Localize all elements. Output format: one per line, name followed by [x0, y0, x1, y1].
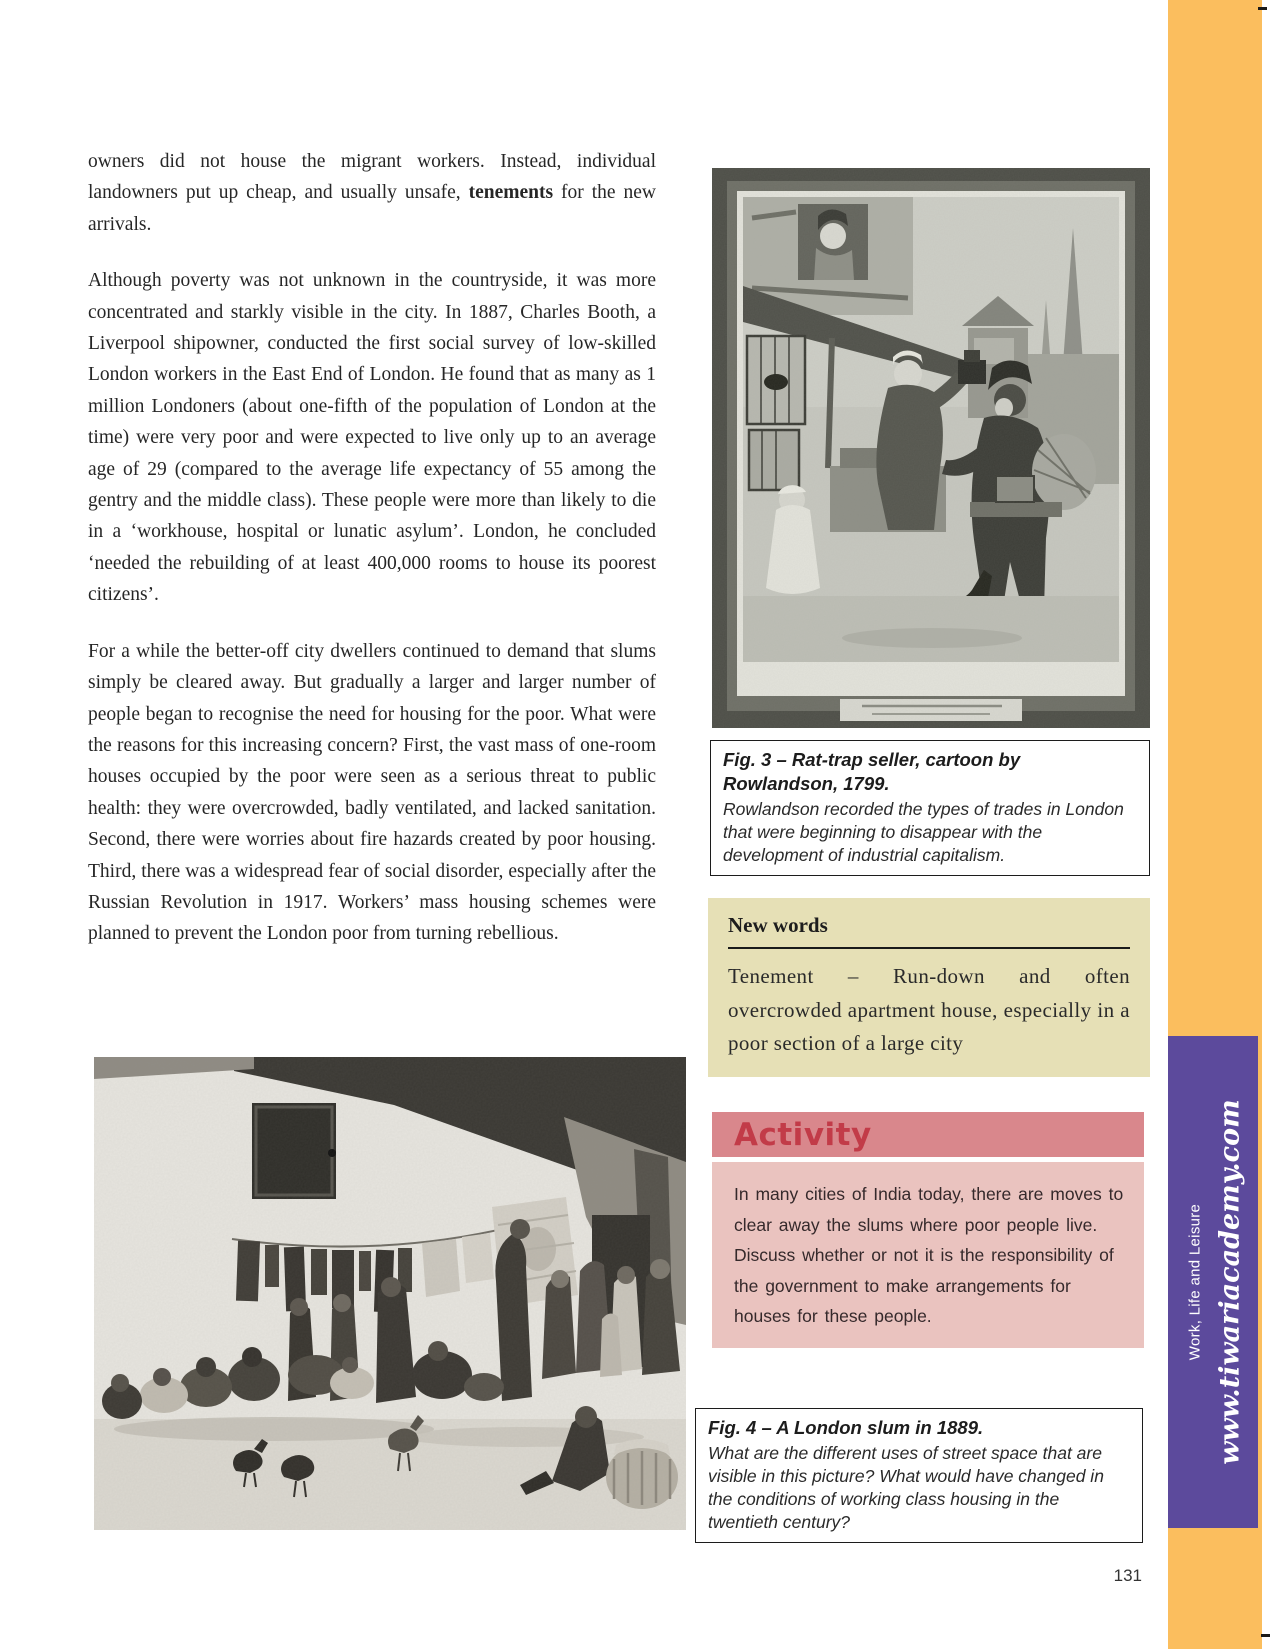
paragraph-charles-booth: Although poverty was not unknown in the countryside, it was more concentrated and starkly visible in the city. In 1887, Charles Booth, a Liverpool shipowner, conducted the first social survey of low-skilled London workers in the East End of London. He found that as many as 1 million Londoners (about one-fifth of the population of London at the time) were very poor and were expected to live only up to an average age of 29 (compared to the average life expectancy of 55 among the gentry and the middle class). These people were more than likely to die in a ‘workhouse, hospital or lunatic asylum’. London, he concluded ‘needed the rebuilding of at least 400,000 rooms to house its poorest citizens’.: [88, 270, 656, 606]
paragraph-housing-concern: For a while the better-off city dwellers continued to demand that slums simply be cleared away. But gradually a larger and larger number of people began to recognise the need for housing for the poor. What were the reasons for this increasing concern? First, the vast mass of one-room houses occupied by the poor were seen as a serious threat to public health: they were overcrowded, badly ventilated, and lacked sanitation. Second, there were worries about fire hazards created by poor housing. Third, there was a widespread fear of social disorder, especially after the Russian Revolution in 1917. Workers’ mass housing schemes were planned to prevent the London poor from turning rebellious.: [88, 640, 656, 945]
paragraph-text: owners did not house the migrant workers. Instead, individual landowners put up cheap, and usually unsafe,: [88, 151, 656, 204]
fig4-caption-body: What are the different uses of street space that are visible in this picture? What would have changed in the conditions of working class housing in the twentieth century?: [708, 1443, 1104, 1532]
activity-heading: Activity: [734, 1116, 872, 1153]
paragraph-text: for the new arrivals.: [88, 182, 656, 235]
fig3-image: [712, 168, 1150, 728]
fig4-caption-title: Fig. 4 – A London slum in 1889.: [708, 1417, 984, 1438]
activity-body: In many cities of India today, there are moves to clear away the slums where poor people live. Discuss whether or not it is the responsibility of the government to make arrangements for houses for these people.: [712, 1162, 1144, 1348]
fig4-caption: [695, 1408, 1143, 1543]
new-words-definition: Tenement – Run-down and often overcrowded apartment house, especially in a poor section of a large city: [728, 964, 1130, 1055]
fig4-image: [94, 1057, 686, 1530]
print-mark-top: [1258, 7, 1267, 10]
purple-edge-block: [1168, 1036, 1258, 1528]
page-number: 131: [1113, 1566, 1142, 1585]
bold-term-tenements: tenements: [468, 182, 554, 204]
activity-box: [712, 1112, 1144, 1348]
chapter-title-vertical: Work, Life and Leisure: [1186, 1203, 1204, 1361]
new-words-heading: New words: [728, 913, 1130, 949]
activity-header: [712, 1112, 1144, 1157]
body-column: [88, 146, 656, 975]
website-watermark: www.tiwariacademy.com: [1214, 1099, 1246, 1465]
new-words-box: [708, 898, 1150, 1077]
print-mark-bottom: [1261, 1634, 1270, 1637]
fig3-caption-body: Rowlandson recorded the types of trades in London that were beginning to disappear with the development of industrial capitalism.: [723, 799, 1124, 865]
fig3-caption: [710, 740, 1150, 876]
fig3-caption-title: Fig. 3 – Rat-trap seller, cartoon by Rowlandson, 1799.: [723, 749, 1021, 794]
paragraph-tenements: [88, 146, 656, 240]
